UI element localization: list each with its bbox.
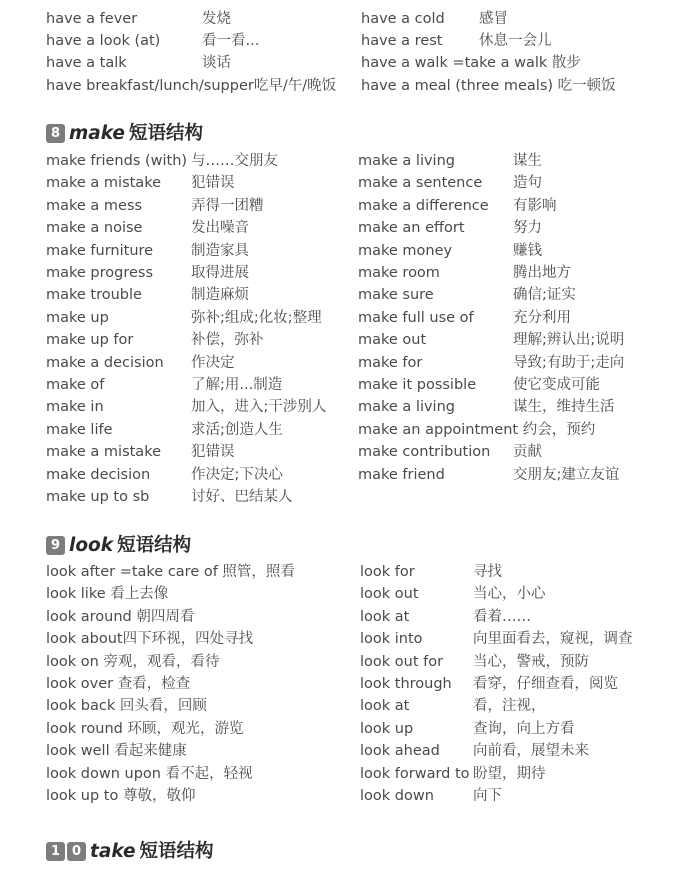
phrase-en: look down: [360, 788, 434, 804]
phrase-en: have breakfast/lunch/supper吃早/午/晚饭: [46, 78, 337, 94]
phrase-en: make out: [358, 332, 427, 349]
phrase-en: make life: [46, 421, 113, 438]
phrase-zh: 腾出地方: [513, 265, 571, 281]
phrase-zh: 理解;辨认出;说明: [513, 332, 625, 349]
phrase-zh: 犯错误: [191, 175, 235, 192]
phrase-en: look down upon 看不起，轻视: [46, 765, 253, 782]
phrase-zh: 补偿，弥补: [191, 332, 264, 349]
phrase-en: make of: [46, 377, 105, 393]
phrase-en: have a look (at): [46, 33, 161, 49]
section-heading-look: [46, 531, 191, 559]
phrase-zh: 谋生: [513, 153, 542, 169]
phrase-zh: 当心，小心: [473, 586, 546, 603]
phrase-zh: 当心，警戒，预防: [473, 653, 589, 670]
phrase-en: look forward to: [360, 765, 470, 782]
phrase-zh: 求活;创造人生: [191, 421, 283, 438]
phrase-en: make in: [46, 399, 104, 416]
phrase-en: make room: [358, 265, 440, 281]
phrase-en: have a fever: [46, 11, 138, 27]
section-number-badge: 8: [46, 124, 65, 143]
phrase-en: make furniture: [46, 242, 154, 259]
phrase-en: make friend: [358, 466, 445, 483]
phrase-en: look out for: [360, 653, 444, 670]
phrase-en: look ahead: [360, 743, 440, 760]
phrase-en: look up: [360, 720, 414, 737]
phrase-en: make a noise: [46, 220, 143, 237]
phrase-en: make contribution: [358, 444, 491, 461]
phrase-zh: 加入，进入;干涉别人: [191, 399, 327, 416]
phrase-zh: 寻找: [473, 564, 502, 580]
heading-title: 短语结构: [139, 840, 214, 862]
phrase-en: make progress: [46, 265, 154, 281]
phrase-zh: 导致;有助于;走向: [513, 354, 625, 371]
make-right-column: [358, 150, 688, 490]
phrase-zh: 作决定: [191, 354, 235, 371]
phrase-en: make for: [358, 354, 423, 371]
phrase-en: make up for: [46, 332, 134, 349]
phrase-zh: 看，注视，: [473, 698, 546, 715]
phrase-en: look into: [360, 631, 423, 648]
phrase-en: make sure: [358, 287, 434, 304]
phrase-zh: 交朋友;建立友谊: [513, 466, 620, 483]
phrase-en: have a rest: [361, 33, 443, 49]
phrase-en: look through: [360, 676, 452, 692]
phrase-en: make full use of: [358, 309, 474, 326]
heading-keyword: take: [90, 840, 136, 862]
phrase-en: look like 看上去像: [46, 586, 169, 603]
phrase-en: look up to 尊敬，敬仰: [46, 788, 196, 804]
phrase-zh: 发烧: [202, 11, 231, 27]
phrase-en: make up to sb: [46, 489, 150, 505]
section-number-badge: 0: [67, 842, 86, 861]
phrase-en: have a meal (three meals) 吃一顿饭: [361, 78, 616, 94]
phrase-zh: 弥补;组成;化妆;整理: [191, 309, 322, 326]
phrase-en: make a living: [358, 399, 455, 416]
phrase-en: make an effort: [358, 220, 465, 237]
phrase-zh: 贡献: [513, 444, 542, 461]
phrase-en: make an appointment 约会，预约: [358, 421, 596, 438]
phrase-zh: 休息一会儿: [479, 33, 552, 49]
phrase-zh: 与……交朋友: [191, 153, 278, 169]
phrase-zh: 制造家具: [191, 242, 249, 259]
phrase-en: make friends (with): [46, 153, 188, 169]
heading-title: 短语结构: [117, 534, 192, 556]
phrase-en: have a cold: [361, 11, 445, 27]
phrase-zh: 看穿，仔细查看，阅览: [473, 676, 618, 692]
phrase-zh: 向下: [473, 788, 502, 804]
section-heading-make: [46, 119, 203, 147]
phrase-en: look at: [360, 608, 410, 625]
phrase-en: make up: [46, 309, 109, 326]
phrase-zh: 了解;用...制造: [191, 377, 283, 393]
phrase-en: make a difference: [358, 197, 489, 214]
phrase-en: look at: [360, 698, 410, 715]
phrase-zh: 看一看...: [202, 33, 260, 49]
phrase-en: look about四下环视，四处寻找: [46, 631, 254, 648]
phrase-en: look well 看起来健康: [46, 743, 187, 760]
phrase-en: have a talk: [46, 55, 127, 71]
make-left-column: [46, 150, 358, 510]
phrase-zh: 使它变成可能: [513, 377, 600, 393]
section-heading-take: [46, 837, 214, 865]
heading-title: 短语结构: [128, 122, 203, 144]
phrase-en: make a decision: [46, 354, 164, 371]
phrase-en: look over 查看，检查: [46, 676, 191, 692]
phrase-en: make it possible: [358, 377, 477, 393]
phrase-en: look back 回头看，回顾: [46, 698, 207, 715]
phrase-en: look around 朝四周看: [46, 608, 195, 625]
phrase-en: make a mistake: [46, 444, 161, 461]
phrase-zh: 确信;证实: [513, 287, 576, 304]
phrase-zh: 感冒: [479, 11, 508, 27]
phrase-zh: 取得进展: [191, 265, 249, 281]
phrase-zh: 向前看，展望未来: [473, 743, 589, 760]
phrase-zh: 努力: [513, 220, 542, 237]
phrase-zh: 谈话: [202, 55, 231, 71]
phrase-en: look after =take care of 照管，照看: [46, 564, 295, 580]
phrase-en: make trouble: [46, 287, 142, 304]
phrase-zh: 谋生，维持生活: [513, 399, 615, 416]
phrase-en: look on 旁观，观看，看待: [46, 653, 220, 670]
phrase-zh: 犯错误: [191, 444, 235, 461]
phrase-zh: 看着……: [473, 608, 531, 625]
phrase-zh: 赚钱: [513, 242, 542, 259]
phrase-en: make a mess: [46, 197, 143, 214]
phrase-en: make a living: [358, 153, 455, 169]
phrase-en: have a walk =take a walk 散步: [361, 55, 581, 71]
phrase-en: look out: [360, 586, 419, 603]
phrase-en: make money: [358, 242, 453, 259]
phrase-zh: 盼望，期待: [473, 765, 546, 782]
phrase-zh: 制造麻烦: [191, 287, 249, 304]
phrase-en: make a sentence: [358, 175, 483, 192]
phrase-en: look round 环顾，观光，游览: [46, 720, 244, 737]
phrase-zh: 查询，向上方看: [473, 720, 575, 737]
heading-keyword: make: [69, 122, 125, 144]
phrase-zh: 向里面看去，窥视，调查: [473, 631, 633, 648]
phrase-zh: 讨好、巴结某人: [191, 489, 293, 505]
phrase-zh: 造句: [513, 175, 542, 192]
phrase-zh: 作决定;下决心: [191, 466, 283, 483]
phrase-en: make decision: [46, 466, 151, 483]
phrase-zh: 充分利用: [513, 309, 571, 326]
look-left-column: [46, 561, 358, 811]
have-phrases: [0, 0, 694, 100]
look-right-column: [360, 561, 690, 811]
section-number-badge: 9: [46, 536, 65, 555]
phrase-zh: 弄得一团糟: [191, 197, 264, 214]
heading-keyword: look: [69, 534, 114, 556]
phrase-en: look for: [360, 564, 415, 580]
phrase-en: make a mistake: [46, 175, 161, 192]
phrase-zh: 有影响: [513, 197, 557, 214]
phrase-zh: 发出噪音: [191, 220, 249, 237]
section-number-badge: 1: [46, 842, 65, 861]
